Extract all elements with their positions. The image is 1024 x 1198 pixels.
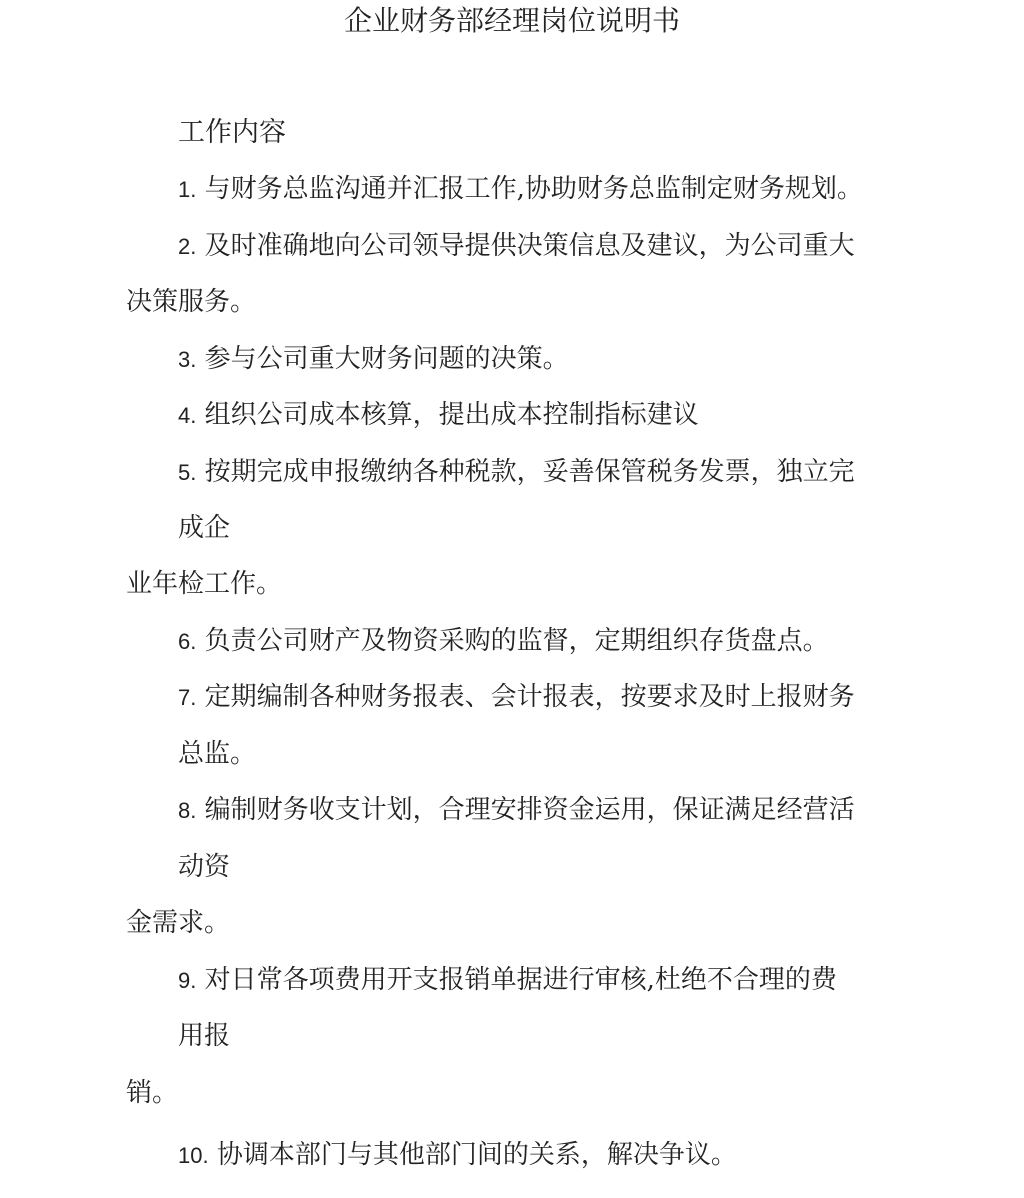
section-heading: 工作内容: [178, 117, 286, 148]
item-continuation: 成企: [178, 513, 231, 543]
item-number: 1.: [178, 177, 197, 202]
item-number: 8.: [178, 798, 197, 823]
item-continuation: 业年检工作。: [126, 569, 283, 599]
item-continuation: 用报: [178, 1021, 231, 1051]
item-text: 与财务总监沟通并汇报工作,协助财务总监制定财务规划。: [204, 174, 863, 204]
item-continuation: 决策服务。: [126, 287, 257, 317]
item-number: 9.: [178, 968, 197, 993]
item-text: 定期编制各种财务报表、会计报表，按要求及时上报财务: [204, 682, 855, 712]
list-item: [178, 1138, 737, 1173]
list-item: [178, 793, 855, 828]
item-number: 7.: [178, 685, 197, 710]
list-item: [178, 172, 863, 207]
item-text: 对日常各项费用开支报销单据进行审核,杜绝不合理的费: [204, 965, 837, 995]
page-title: 企业财务部经理岗位说明书: [343, 4, 680, 37]
item-text: 协调本部门与其他部门间的关系，解决争议。: [216, 1140, 737, 1170]
item-text: 及时准确地向公司领导提供决策信息及建议，为公司重大: [204, 231, 855, 261]
item-text: 负责公司财产及物资采购的监督，定期组织存货盘点。: [204, 626, 829, 656]
item-number: 2.: [178, 234, 197, 259]
list-item: [178, 963, 837, 998]
item-number: 6.: [178, 629, 197, 654]
item-text: 参与公司重大财务问题的决策。: [204, 344, 569, 374]
list-item: [178, 455, 855, 490]
list-item: [178, 624, 829, 659]
list-item: [178, 342, 569, 377]
item-continuation: 销。: [126, 1078, 179, 1108]
item-text: 按期完成申报缴纳各种税款，妥善保管税务发票，独立完: [204, 457, 855, 487]
item-number: 4.: [178, 403, 197, 428]
item-number: 5.: [178, 460, 197, 485]
item-continuation: 总监。: [178, 739, 257, 769]
item-number: 3.: [178, 347, 197, 372]
list-item: [178, 229, 855, 264]
list-item: [178, 398, 699, 433]
item-text: 组织公司成本核算，提出成本控制指标建议: [204, 400, 699, 430]
item-continuation: 动资: [178, 852, 231, 882]
item-number: 10.: [178, 1143, 209, 1168]
item-text: 编制财务收支计划，合理安排资金运用，保证满足经营活: [204, 795, 855, 825]
item-continuation: 金需求。: [126, 908, 231, 938]
list-item: [178, 680, 855, 715]
